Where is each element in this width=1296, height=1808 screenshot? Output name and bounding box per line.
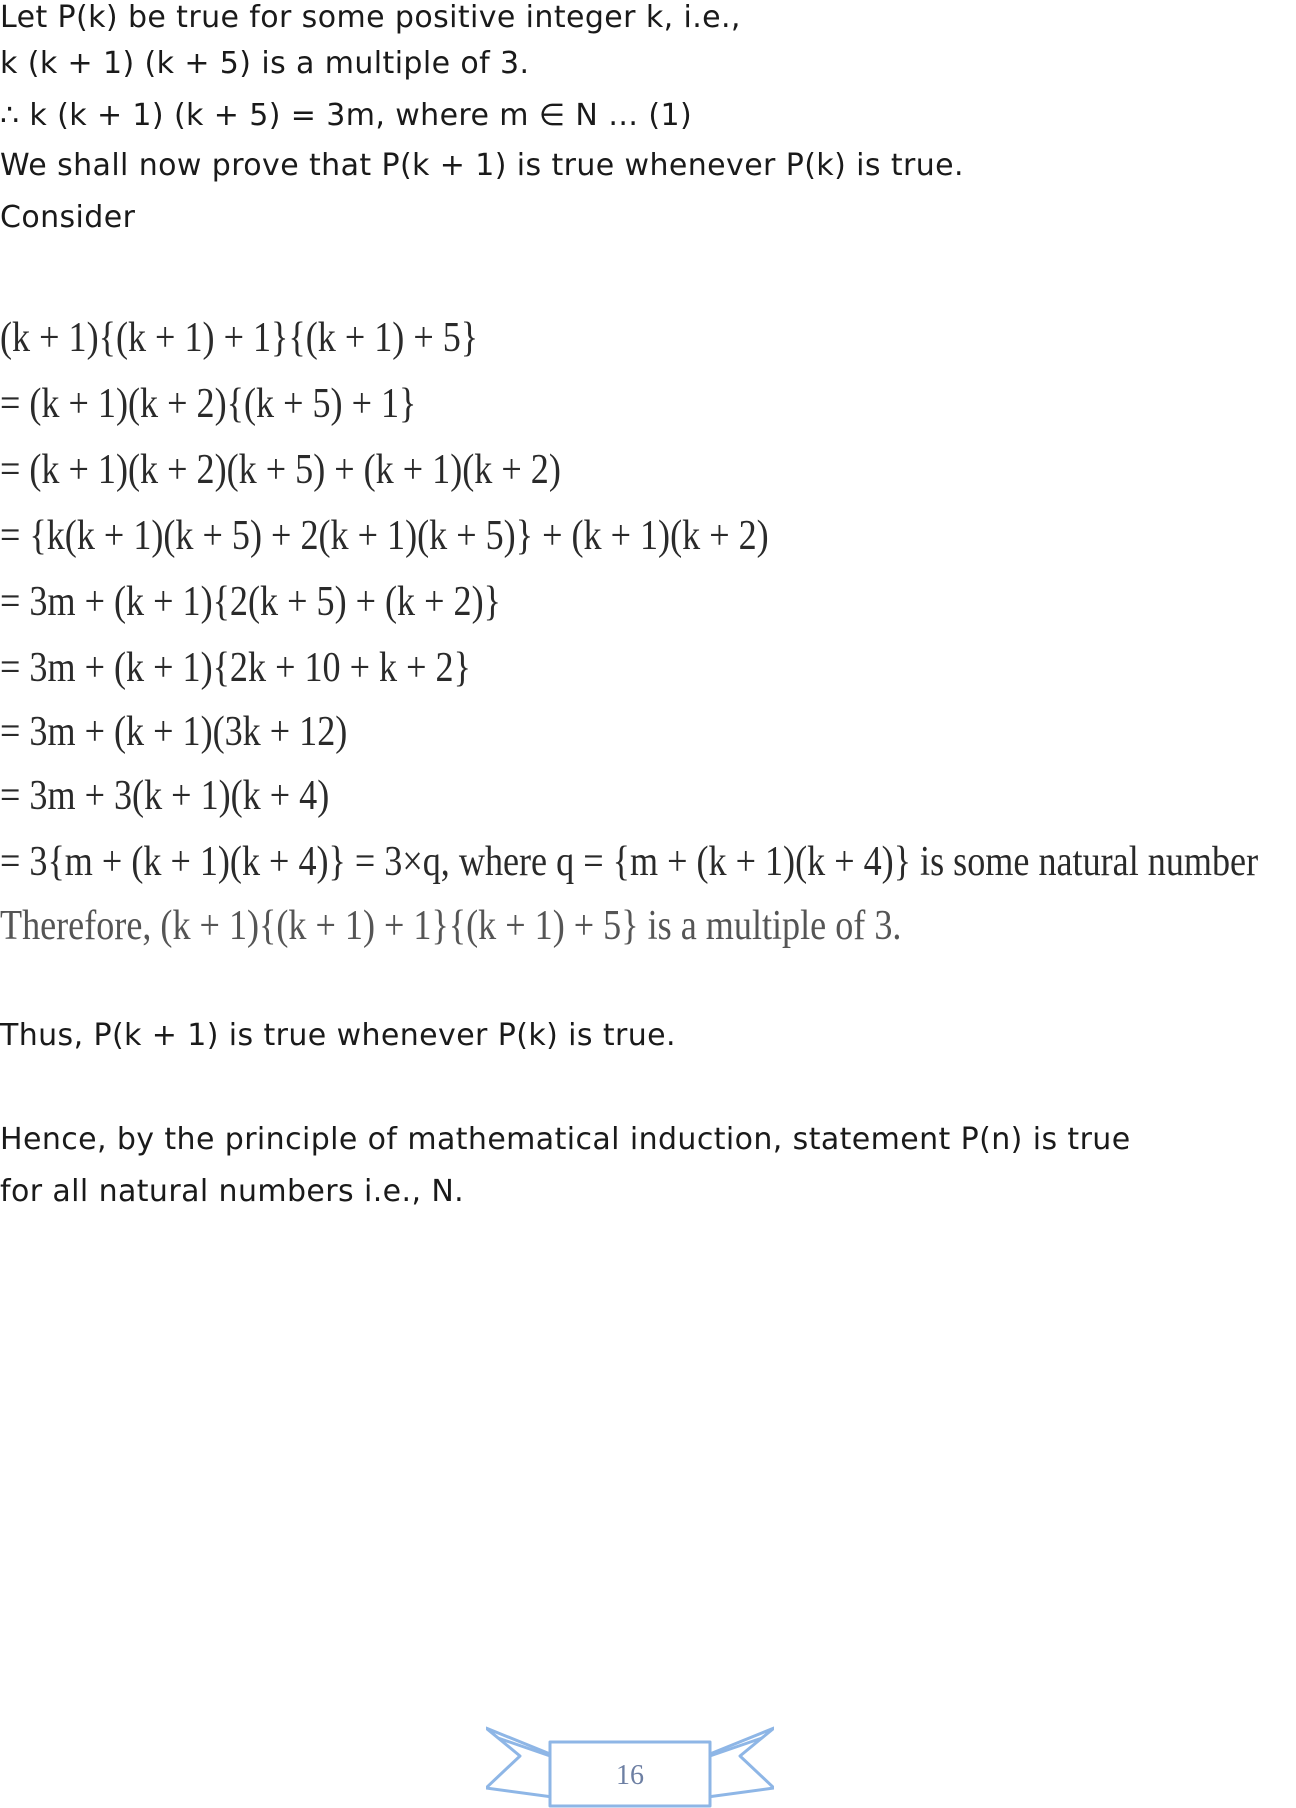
consider-label: Consider [0,200,136,235]
math-line-4: = {k(k + 1)(k + 5) + 2(k + 1)(k + 5)} + (k + 1)(k + 2) [0,513,769,559]
math-line-3: = (k + 1)(k + 2)(k + 5) + (k + 1)(k + 2) [0,447,561,493]
page-number: 16 [616,1760,644,1791]
math-line-7: = 3m + (k + 1)(3k + 12) [0,709,348,755]
thus-line: Thus, P(k + 1) is true whenever P(k) is true. [0,1018,676,1053]
hence-line-2: for all natural numbers i.e., N. [0,1174,465,1209]
math-line-5: = 3m + (k + 1){2(k + 5) + (k + 2)} [0,579,501,625]
assumption-line: ∴ k (k + 1) (k + 5) = 3m, where m ∈ N … (1) [0,98,693,133]
math-line-9: = 3{m + (k + 1)(k + 4)} = 3×q, where q = {m + (k + 1)(k + 4)} is some natural number [0,839,1259,885]
math-line-6: = 3m + (k + 1){2k + 10 + k + 2} [0,645,471,691]
math-line-8: = 3m + 3(k + 1)(k + 4) [0,773,330,819]
intro-line-2: k (k + 1) (k + 5) is a multiple of 3. [0,46,530,81]
math-conclusion-line: Therefore, (k + 1){(k + 1) + 1}{(k + 1) + 5} is a multiple of 3. [0,903,902,949]
intro-line-1: Let P(k) be true for some positive integer k, i.e., [0,0,741,35]
math-line-2: = (k + 1)(k + 2){(k + 5) + 1} [0,381,417,427]
induction-step-line: We shall now prove that P(k + 1) is true whenever P(k) is true. [0,148,964,183]
hence-line-1: Hence, by the principle of mathematical induction, statement P(n) is true [0,1122,1131,1157]
math-line-1: (k + 1){(k + 1) + 1}{(k + 1) + 5} [0,315,479,361]
